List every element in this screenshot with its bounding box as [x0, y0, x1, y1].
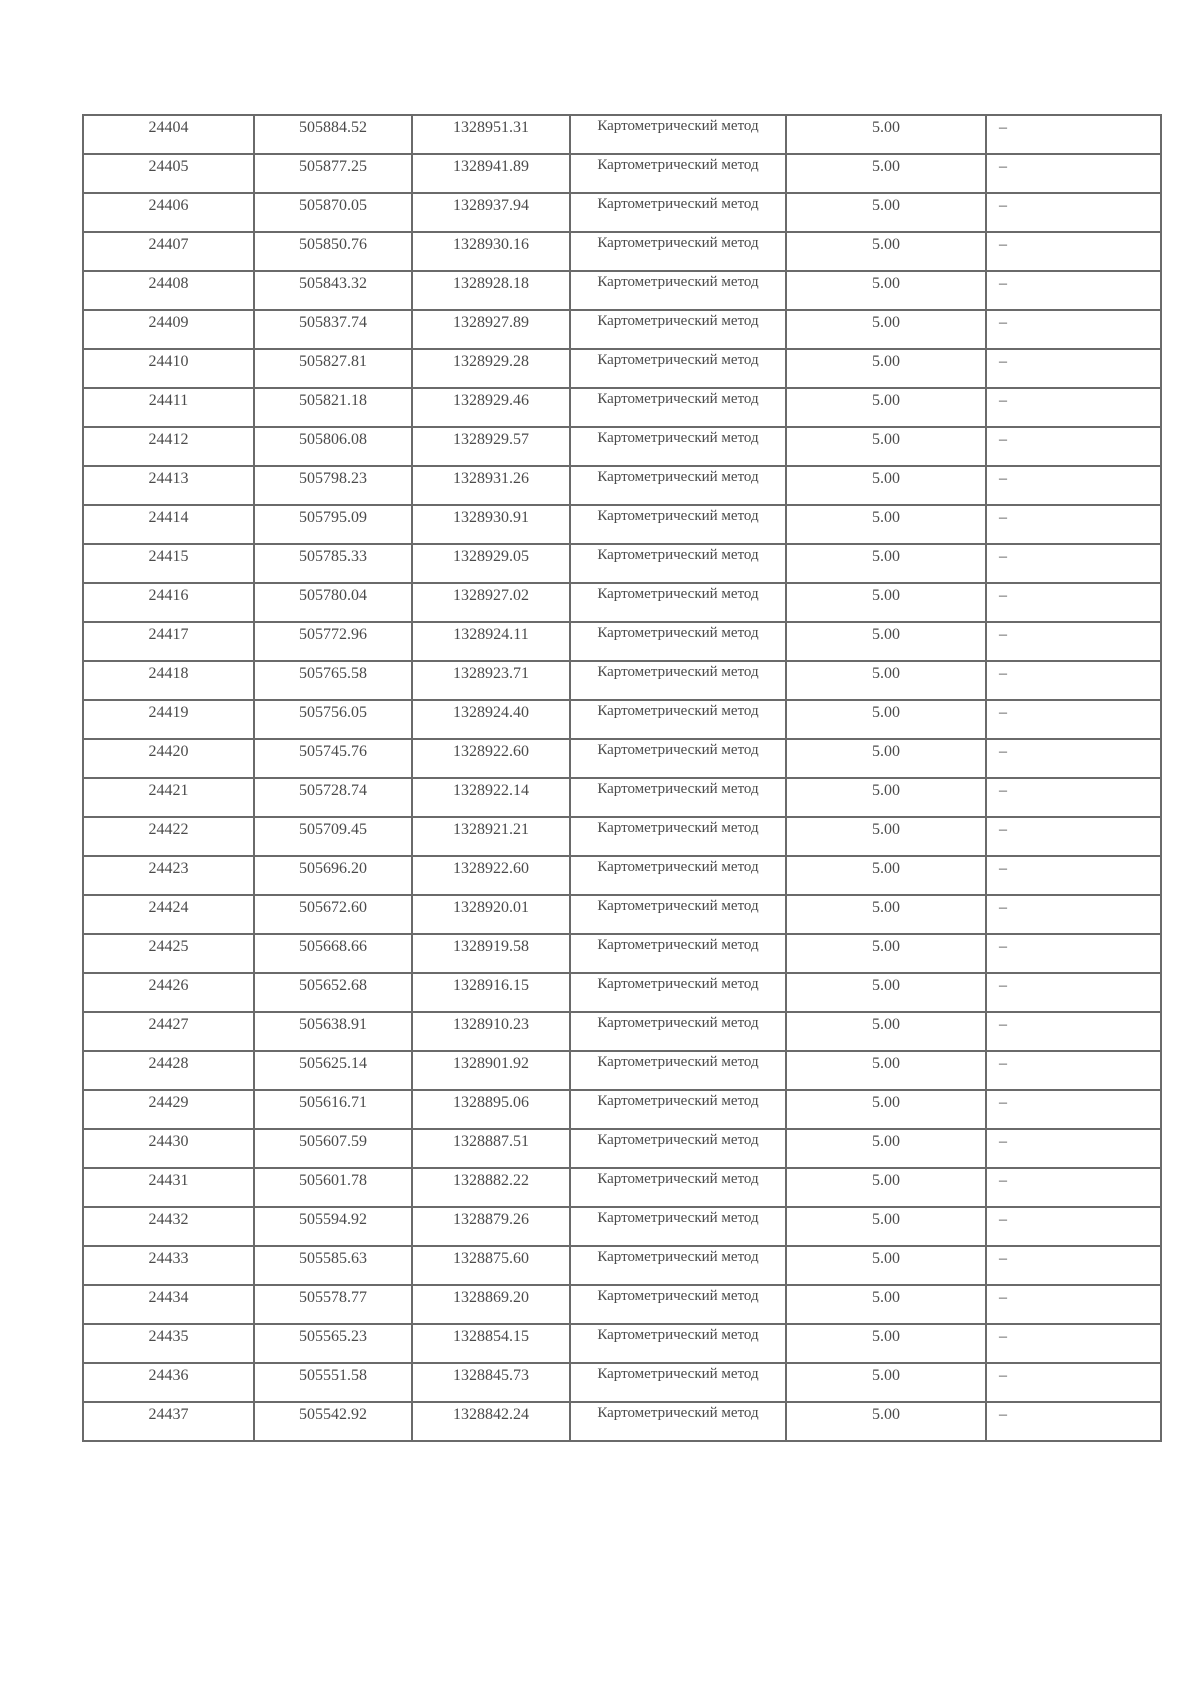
- note-cell: –: [986, 895, 1161, 934]
- y-coordinate-cell: 1328922.14: [412, 778, 570, 817]
- y-coordinate-cell: 1328922.60: [412, 739, 570, 778]
- point-number-cell: 24418: [83, 661, 254, 700]
- point-number-cell: 24406: [83, 193, 254, 232]
- table-row: [83, 1207, 1161, 1246]
- accuracy-cell: 5.00: [786, 1207, 986, 1246]
- x-coordinate-cell: 505542.92: [254, 1402, 412, 1441]
- y-coordinate-cell: 1328882.22: [412, 1168, 570, 1207]
- y-coordinate-cell: 1328916.15: [412, 973, 570, 1012]
- x-coordinate-cell: 505578.77: [254, 1285, 412, 1324]
- y-coordinate-cell: 1328928.18: [412, 271, 570, 310]
- x-coordinate-cell: 505843.32: [254, 271, 412, 310]
- method-cell: Картометрический метод: [570, 1168, 786, 1207]
- table-row: [83, 544, 1161, 583]
- note-cell: –: [986, 934, 1161, 973]
- y-coordinate-cell: 1328927.89: [412, 310, 570, 349]
- y-coordinate-cell: 1328929.05: [412, 544, 570, 583]
- y-coordinate-cell: 1328941.89: [412, 154, 570, 193]
- point-number-cell: 24430: [83, 1129, 254, 1168]
- x-coordinate-cell: 505585.63: [254, 1246, 412, 1285]
- table-row: [83, 427, 1161, 466]
- note-cell: –: [986, 739, 1161, 778]
- x-coordinate-cell: 505870.05: [254, 193, 412, 232]
- method-cell: Картометрический метод: [570, 1285, 786, 1324]
- point-number-cell: 24408: [83, 271, 254, 310]
- accuracy-cell: 5.00: [786, 115, 986, 154]
- y-coordinate-cell: 1328875.60: [412, 1246, 570, 1285]
- coordinates-table: [82, 114, 1162, 1442]
- accuracy-cell: 5.00: [786, 778, 986, 817]
- table-row: [83, 661, 1161, 700]
- x-coordinate-cell: 505616.71: [254, 1090, 412, 1129]
- note-cell: –: [986, 1129, 1161, 1168]
- point-number-cell: 24404: [83, 115, 254, 154]
- y-coordinate-cell: 1328920.01: [412, 895, 570, 934]
- y-coordinate-cell: 1328887.51: [412, 1129, 570, 1168]
- point-number-cell: 24428: [83, 1051, 254, 1090]
- method-cell: Картометрический метод: [570, 1207, 786, 1246]
- method-cell: Картометрический метод: [570, 817, 786, 856]
- x-coordinate-cell: 505728.74: [254, 778, 412, 817]
- y-coordinate-cell: 1328901.92: [412, 1051, 570, 1090]
- y-coordinate-cell: 1328951.31: [412, 115, 570, 154]
- accuracy-cell: 5.00: [786, 739, 986, 778]
- y-coordinate-cell: 1328919.58: [412, 934, 570, 973]
- method-cell: Картометрический метод: [570, 1051, 786, 1090]
- point-number-cell: 24423: [83, 856, 254, 895]
- point-number-cell: 24437: [83, 1402, 254, 1441]
- accuracy-cell: 5.00: [786, 1090, 986, 1129]
- accuracy-cell: 5.00: [786, 427, 986, 466]
- point-number-cell: 24415: [83, 544, 254, 583]
- table-row: [83, 193, 1161, 232]
- accuracy-cell: 5.00: [786, 544, 986, 583]
- accuracy-cell: 5.00: [786, 271, 986, 310]
- table-row: [83, 1285, 1161, 1324]
- accuracy-cell: 5.00: [786, 310, 986, 349]
- table-row: [83, 856, 1161, 895]
- accuracy-cell: 5.00: [786, 1012, 986, 1051]
- accuracy-cell: 5.00: [786, 1324, 986, 1363]
- x-coordinate-cell: 505850.76: [254, 232, 412, 271]
- note-cell: –: [986, 388, 1161, 427]
- method-cell: Картометрический метод: [570, 544, 786, 583]
- note-cell: –: [986, 1363, 1161, 1402]
- note-cell: –: [986, 700, 1161, 739]
- y-coordinate-cell: 1328922.60: [412, 856, 570, 895]
- note-cell: –: [986, 583, 1161, 622]
- x-coordinate-cell: 505638.91: [254, 1012, 412, 1051]
- method-cell: Картометрический метод: [570, 1363, 786, 1402]
- method-cell: Картометрический метод: [570, 1324, 786, 1363]
- table-row: [83, 1129, 1161, 1168]
- x-coordinate-cell: 505877.25: [254, 154, 412, 193]
- point-number-cell: 24432: [83, 1207, 254, 1246]
- note-cell: –: [986, 1207, 1161, 1246]
- method-cell: Картометрический метод: [570, 1246, 786, 1285]
- table-row: [83, 1090, 1161, 1129]
- y-coordinate-cell: 1328931.26: [412, 466, 570, 505]
- method-cell: Картометрический метод: [570, 505, 786, 544]
- method-cell: Картометрический метод: [570, 973, 786, 1012]
- note-cell: –: [986, 115, 1161, 154]
- accuracy-cell: 5.00: [786, 973, 986, 1012]
- accuracy-cell: 5.00: [786, 895, 986, 934]
- accuracy-cell: 5.00: [786, 505, 986, 544]
- point-number-cell: 24416: [83, 583, 254, 622]
- x-coordinate-cell: 505821.18: [254, 388, 412, 427]
- x-coordinate-cell: 505806.08: [254, 427, 412, 466]
- y-coordinate-cell: 1328921.21: [412, 817, 570, 856]
- table-row: [83, 1324, 1161, 1363]
- table-row: [83, 232, 1161, 271]
- method-cell: Картометрический метод: [570, 232, 786, 271]
- method-cell: Картометрический метод: [570, 778, 786, 817]
- note-cell: –: [986, 1402, 1161, 1441]
- y-coordinate-cell: 1328910.23: [412, 1012, 570, 1051]
- table-row: [83, 622, 1161, 661]
- accuracy-cell: 5.00: [786, 154, 986, 193]
- note-cell: –: [986, 154, 1161, 193]
- coordinates-table-body: [83, 115, 1161, 1441]
- x-coordinate-cell: 505772.96: [254, 622, 412, 661]
- accuracy-cell: 5.00: [786, 1402, 986, 1441]
- note-cell: –: [986, 817, 1161, 856]
- table-row: [83, 583, 1161, 622]
- note-cell: –: [986, 271, 1161, 310]
- point-number-cell: 24422: [83, 817, 254, 856]
- x-coordinate-cell: 505668.66: [254, 934, 412, 973]
- note-cell: –: [986, 349, 1161, 388]
- y-coordinate-cell: 1328879.26: [412, 1207, 570, 1246]
- method-cell: Картометрический метод: [570, 700, 786, 739]
- note-cell: –: [986, 1168, 1161, 1207]
- point-number-cell: 24409: [83, 310, 254, 349]
- note-cell: –: [986, 1246, 1161, 1285]
- point-number-cell: 24427: [83, 1012, 254, 1051]
- point-number-cell: 24410: [83, 349, 254, 388]
- method-cell: Картометрический метод: [570, 466, 786, 505]
- accuracy-cell: 5.00: [786, 583, 986, 622]
- x-coordinate-cell: 505884.52: [254, 115, 412, 154]
- point-number-cell: 24425: [83, 934, 254, 973]
- method-cell: Картометрический метод: [570, 427, 786, 466]
- table-row: [83, 310, 1161, 349]
- accuracy-cell: 5.00: [786, 193, 986, 232]
- x-coordinate-cell: 505837.74: [254, 310, 412, 349]
- y-coordinate-cell: 1328869.20: [412, 1285, 570, 1324]
- accuracy-cell: 5.00: [786, 700, 986, 739]
- method-cell: Картометрический метод: [570, 154, 786, 193]
- x-coordinate-cell: 505709.45: [254, 817, 412, 856]
- accuracy-cell: 5.00: [786, 622, 986, 661]
- point-number-cell: 24431: [83, 1168, 254, 1207]
- note-cell: –: [986, 544, 1161, 583]
- accuracy-cell: 5.00: [786, 466, 986, 505]
- table-row: [83, 700, 1161, 739]
- y-coordinate-cell: 1328937.94: [412, 193, 570, 232]
- table-row: [83, 778, 1161, 817]
- point-number-cell: 24419: [83, 700, 254, 739]
- y-coordinate-cell: 1328930.16: [412, 232, 570, 271]
- x-coordinate-cell: 505827.81: [254, 349, 412, 388]
- point-number-cell: 24411: [83, 388, 254, 427]
- note-cell: –: [986, 1090, 1161, 1129]
- method-cell: Картометрический метод: [570, 856, 786, 895]
- accuracy-cell: 5.00: [786, 1246, 986, 1285]
- x-coordinate-cell: 505551.58: [254, 1363, 412, 1402]
- table-row: [83, 739, 1161, 778]
- table-row: [83, 349, 1161, 388]
- method-cell: Картометрический метод: [570, 1129, 786, 1168]
- point-number-cell: 24426: [83, 973, 254, 1012]
- accuracy-cell: 5.00: [786, 1363, 986, 1402]
- table-row: [83, 388, 1161, 427]
- note-cell: –: [986, 1012, 1161, 1051]
- y-coordinate-cell: 1328929.57: [412, 427, 570, 466]
- accuracy-cell: 5.00: [786, 1129, 986, 1168]
- note-cell: –: [986, 1285, 1161, 1324]
- table-row: [83, 817, 1161, 856]
- table-row: [83, 1168, 1161, 1207]
- table-row: [83, 271, 1161, 310]
- method-cell: Картометрический метод: [570, 661, 786, 700]
- accuracy-cell: 5.00: [786, 817, 986, 856]
- table-row: [83, 1402, 1161, 1441]
- y-coordinate-cell: 1328845.73: [412, 1363, 570, 1402]
- accuracy-cell: 5.00: [786, 934, 986, 973]
- accuracy-cell: 5.00: [786, 349, 986, 388]
- method-cell: Картометрический метод: [570, 622, 786, 661]
- table-row: [83, 505, 1161, 544]
- point-number-cell: 24420: [83, 739, 254, 778]
- y-coordinate-cell: 1328854.15: [412, 1324, 570, 1363]
- note-cell: –: [986, 505, 1161, 544]
- x-coordinate-cell: 505672.60: [254, 895, 412, 934]
- method-cell: Картометрический метод: [570, 115, 786, 154]
- note-cell: –: [986, 310, 1161, 349]
- note-cell: –: [986, 856, 1161, 895]
- y-coordinate-cell: 1328895.06: [412, 1090, 570, 1129]
- method-cell: Картометрический метод: [570, 271, 786, 310]
- accuracy-cell: 5.00: [786, 232, 986, 271]
- y-coordinate-cell: 1328929.28: [412, 349, 570, 388]
- point-number-cell: 24436: [83, 1363, 254, 1402]
- table-row: [83, 154, 1161, 193]
- y-coordinate-cell: 1328927.02: [412, 583, 570, 622]
- x-coordinate-cell: 505745.76: [254, 739, 412, 778]
- note-cell: –: [986, 1324, 1161, 1363]
- x-coordinate-cell: 505756.05: [254, 700, 412, 739]
- table-row: [83, 115, 1161, 154]
- point-number-cell: 24429: [83, 1090, 254, 1129]
- note-cell: –: [986, 778, 1161, 817]
- method-cell: Картометрический метод: [570, 583, 786, 622]
- y-coordinate-cell: 1328929.46: [412, 388, 570, 427]
- y-coordinate-cell: 1328930.91: [412, 505, 570, 544]
- point-number-cell: 24414: [83, 505, 254, 544]
- point-number-cell: 24433: [83, 1246, 254, 1285]
- method-cell: Картометрический метод: [570, 895, 786, 934]
- method-cell: Картометрический метод: [570, 349, 786, 388]
- note-cell: –: [986, 1051, 1161, 1090]
- point-number-cell: 24407: [83, 232, 254, 271]
- point-number-cell: 24435: [83, 1324, 254, 1363]
- method-cell: Картометрический метод: [570, 739, 786, 778]
- x-coordinate-cell: 505696.20: [254, 856, 412, 895]
- accuracy-cell: 5.00: [786, 1051, 986, 1090]
- point-number-cell: 24434: [83, 1285, 254, 1324]
- accuracy-cell: 5.00: [786, 1168, 986, 1207]
- table-row: [83, 1051, 1161, 1090]
- note-cell: –: [986, 466, 1161, 505]
- y-coordinate-cell: 1328923.71: [412, 661, 570, 700]
- note-cell: –: [986, 973, 1161, 1012]
- table-row: [83, 934, 1161, 973]
- table-row: [83, 466, 1161, 505]
- x-coordinate-cell: 505594.92: [254, 1207, 412, 1246]
- x-coordinate-cell: 505601.78: [254, 1168, 412, 1207]
- x-coordinate-cell: 505795.09: [254, 505, 412, 544]
- table-row: [83, 895, 1161, 934]
- note-cell: –: [986, 427, 1161, 466]
- y-coordinate-cell: 1328924.11: [412, 622, 570, 661]
- accuracy-cell: 5.00: [786, 661, 986, 700]
- accuracy-cell: 5.00: [786, 856, 986, 895]
- x-coordinate-cell: 505607.59: [254, 1129, 412, 1168]
- accuracy-cell: 5.00: [786, 1285, 986, 1324]
- point-number-cell: 24417: [83, 622, 254, 661]
- accuracy-cell: 5.00: [786, 388, 986, 427]
- y-coordinate-cell: 1328924.40: [412, 700, 570, 739]
- point-number-cell: 24405: [83, 154, 254, 193]
- point-number-cell: 24412: [83, 427, 254, 466]
- table-row: [83, 1012, 1161, 1051]
- x-coordinate-cell: 505798.23: [254, 466, 412, 505]
- table-row: [83, 1246, 1161, 1285]
- note-cell: –: [986, 661, 1161, 700]
- x-coordinate-cell: 505625.14: [254, 1051, 412, 1090]
- x-coordinate-cell: 505652.68: [254, 973, 412, 1012]
- point-number-cell: 24413: [83, 466, 254, 505]
- x-coordinate-cell: 505765.58: [254, 661, 412, 700]
- point-number-cell: 24424: [83, 895, 254, 934]
- method-cell: Картометрический метод: [570, 193, 786, 232]
- note-cell: –: [986, 232, 1161, 271]
- x-coordinate-cell: 505785.33: [254, 544, 412, 583]
- note-cell: –: [986, 622, 1161, 661]
- x-coordinate-cell: 505780.04: [254, 583, 412, 622]
- note-cell: –: [986, 193, 1161, 232]
- method-cell: Картометрический метод: [570, 1012, 786, 1051]
- method-cell: Картометрический метод: [570, 934, 786, 973]
- method-cell: Картометрический метод: [570, 388, 786, 427]
- y-coordinate-cell: 1328842.24: [412, 1402, 570, 1441]
- method-cell: Картометрический метод: [570, 310, 786, 349]
- table-row: [83, 973, 1161, 1012]
- method-cell: Картометрический метод: [570, 1402, 786, 1441]
- method-cell: Картометрический метод: [570, 1090, 786, 1129]
- point-number-cell: 24421: [83, 778, 254, 817]
- x-coordinate-cell: 505565.23: [254, 1324, 412, 1363]
- table-row: [83, 1363, 1161, 1402]
